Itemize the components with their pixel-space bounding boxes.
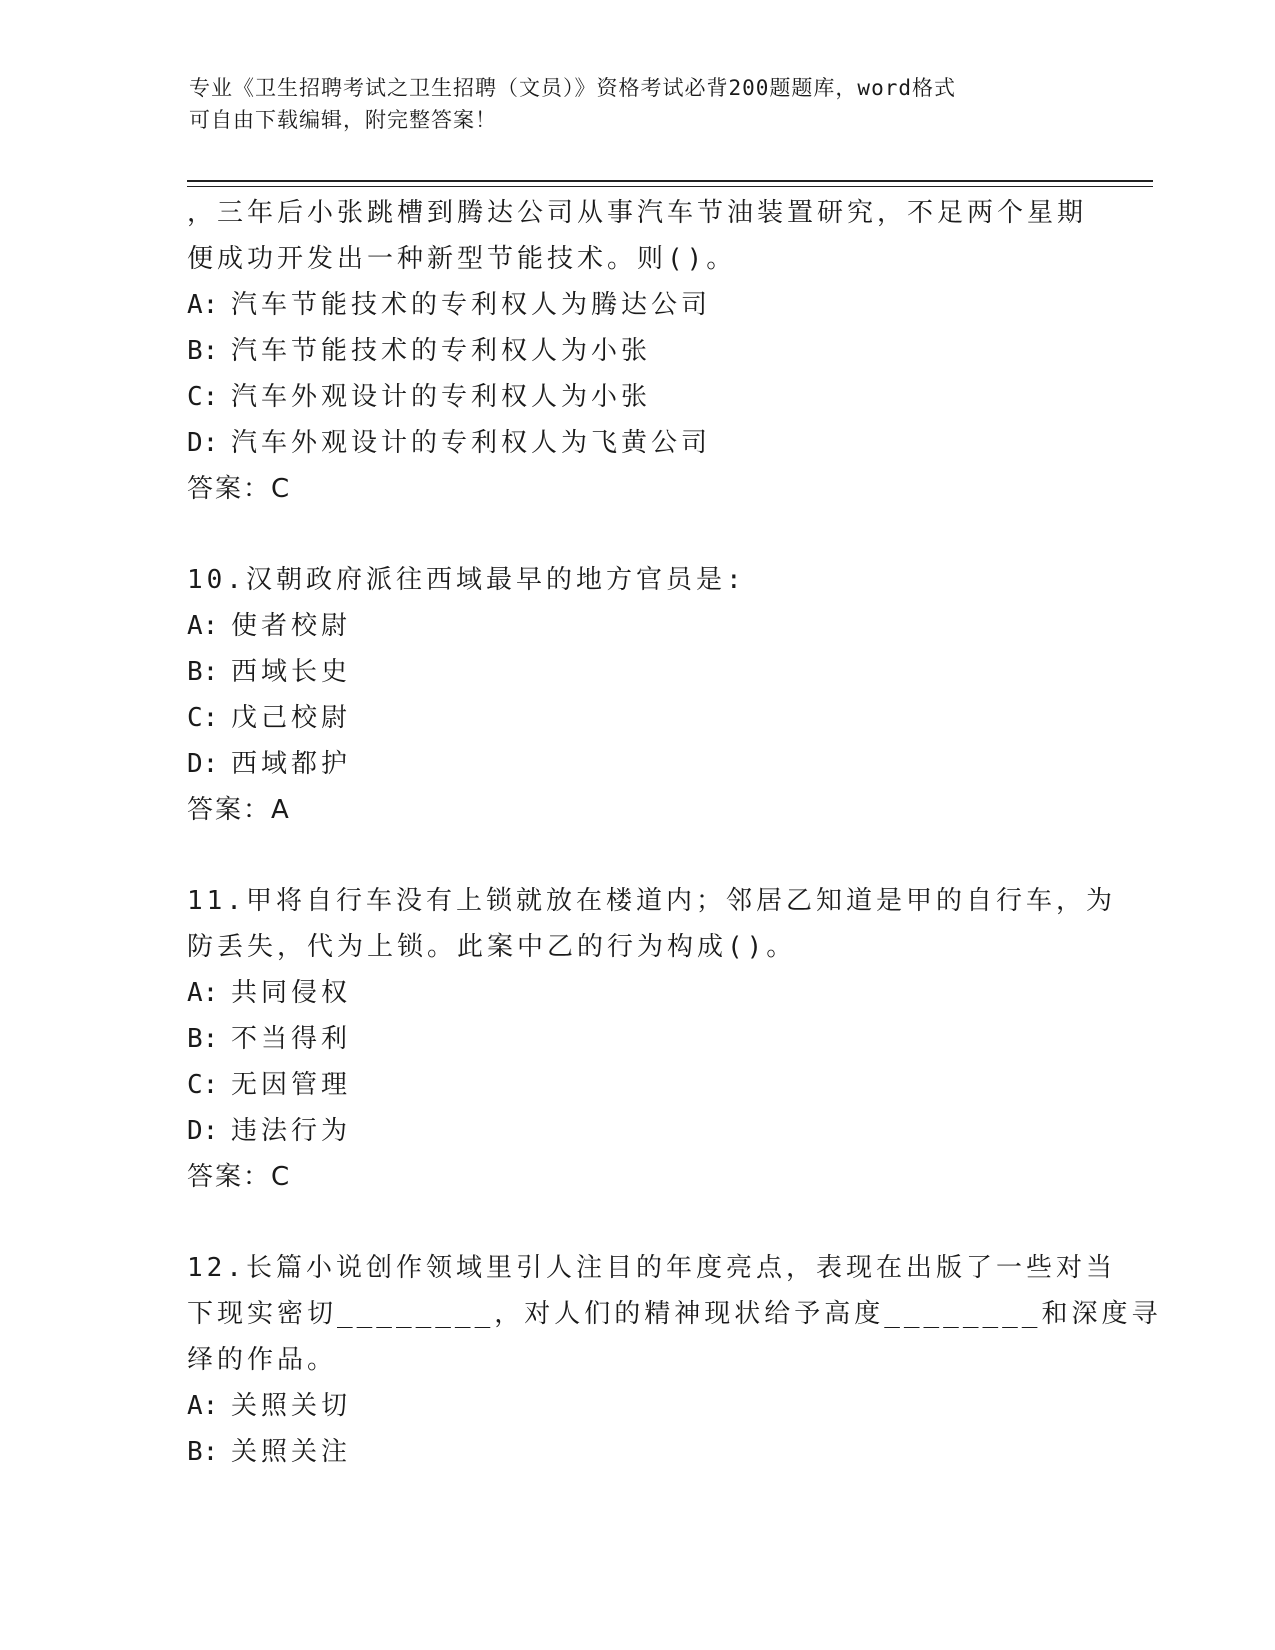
question-stem-line: 12.长篇小说创作领域里引人注目的年度亮点，表现在出版了一些对当 bbox=[187, 1253, 1116, 1283]
option-d bbox=[187, 741, 1087, 787]
option-letter: D: bbox=[187, 1116, 219, 1146]
answer-line: 答案：A bbox=[187, 795, 291, 825]
question-stem-line: 10.汉朝政府派往西域最早的地方官员是: bbox=[187, 565, 746, 595]
question-stem-line: 绎的作品。 bbox=[187, 1345, 338, 1375]
option-text: 汽车节能技术的专利权人为小张 bbox=[231, 336, 652, 366]
answer-line: 答案：C bbox=[187, 474, 292, 504]
question-item bbox=[187, 557, 1087, 833]
option-letter: A: bbox=[187, 978, 219, 1008]
header-divider-thick bbox=[187, 180, 1153, 182]
header-line-1: 专业《卫生招聘考试之卫生招聘（文员）》资格考试必背200题题库，word格式 bbox=[189, 76, 956, 100]
option-text: 西域都护 bbox=[231, 749, 352, 779]
option-letter: D: bbox=[187, 428, 219, 458]
option-text: 汽车外观设计的专利权人为小张 bbox=[231, 382, 652, 412]
option-a bbox=[187, 282, 1087, 328]
option-d bbox=[187, 1108, 1087, 1154]
option-letter: D: bbox=[187, 749, 219, 779]
option-letter: B: bbox=[187, 1437, 219, 1467]
option-text: 共同侵权 bbox=[231, 978, 352, 1008]
option-b bbox=[187, 328, 1087, 374]
option-letter: A: bbox=[187, 290, 219, 320]
question-item bbox=[187, 1245, 1162, 1475]
option-text: 关照关注 bbox=[231, 1437, 352, 1467]
option-c bbox=[187, 695, 1087, 741]
option-text: 戊己校尉 bbox=[231, 703, 352, 733]
option-letter: A: bbox=[187, 1391, 219, 1421]
option-letter: C: bbox=[187, 1070, 219, 1100]
header-divider-thin bbox=[187, 186, 1153, 187]
option-letter: B: bbox=[187, 1024, 219, 1054]
option-text: 西域长史 bbox=[231, 657, 352, 687]
option-b bbox=[187, 649, 1087, 695]
question-stem-line: ，三年后小张跳槽到腾达公司从事汽车节油装置研究，不足两个星期 bbox=[187, 198, 1088, 228]
option-text: 违法行为 bbox=[231, 1116, 352, 1146]
question-stem-line: 下现实密切________，对人们的精神现状给予高度________和深度寻 bbox=[187, 1299, 1162, 1329]
option-c bbox=[187, 374, 1087, 420]
option-letter: C: bbox=[187, 703, 219, 733]
option-text: 汽车节能技术的专利权人为腾达公司 bbox=[231, 290, 712, 320]
question-item bbox=[187, 878, 1116, 1200]
option-d bbox=[187, 420, 1087, 466]
option-a bbox=[187, 970, 1087, 1016]
header-line-2: 可自由下载编辑，附完整答案！ bbox=[189, 108, 497, 132]
option-a bbox=[187, 603, 1087, 649]
option-text: 无因管理 bbox=[231, 1070, 352, 1100]
option-text: 汽车外观设计的专利权人为飞黄公司 bbox=[231, 428, 712, 458]
option-letter: B: bbox=[187, 657, 219, 687]
option-a bbox=[187, 1383, 1087, 1429]
option-b bbox=[187, 1016, 1087, 1062]
option-text: 使者校尉 bbox=[231, 611, 352, 641]
option-letter: B: bbox=[187, 336, 219, 366]
option-letter: C: bbox=[187, 382, 219, 412]
question-stem-line: 便成功开发出一种新型节能技术。则()。 bbox=[187, 244, 737, 274]
question-list bbox=[187, 190, 1162, 1475]
question-stem-line: 防丢失，代为上锁。此案中乙的行为构成()。 bbox=[187, 932, 797, 962]
option-c bbox=[187, 1062, 1087, 1108]
question-stem-line: 11.甲将自行车没有上锁就放在楼道内；邻居乙知道是甲的自行车，为 bbox=[187, 886, 1116, 916]
option-letter: A: bbox=[187, 611, 219, 641]
document-header bbox=[189, 72, 1069, 136]
option-text: 关照关切 bbox=[231, 1391, 352, 1421]
option-b bbox=[187, 1429, 1087, 1475]
question-item bbox=[187, 190, 1087, 512]
option-text: 不当得利 bbox=[231, 1024, 352, 1054]
answer-line: 答案：C bbox=[187, 1162, 292, 1192]
